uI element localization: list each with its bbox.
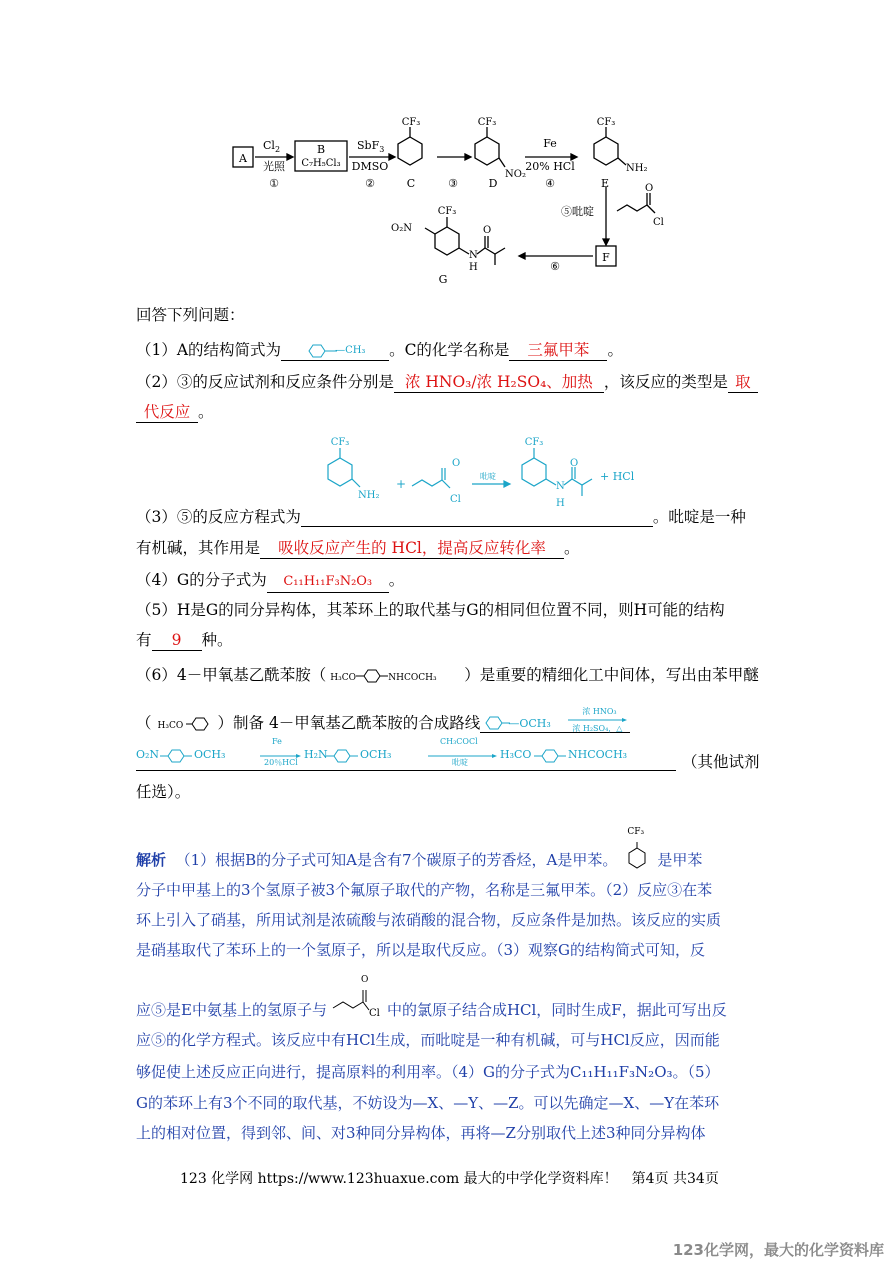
analysis-line-5: 应⑤是E中氨基上的氢原子与 O Cl 中的氯原子结合成HCl，同时生成F，据此可写出反 [136,975,727,1019]
q2-answer-a: 浓 HNO₃/浓 H₂SO₄、加热 [394,372,604,393]
question-2: （2）③的反应试剂和反应条件分别是 浓 HNO₃/浓 H₂SO₄、加热 ，该反应的类型是 取 [136,372,758,393]
d-cf3: CF₃ [477,117,497,128]
label-b: B [316,143,326,156]
q3-equation-blank [301,508,653,527]
route-nhcoch3: NHCOCH₃ [568,748,628,761]
question-3-cont: 有机碱，其作用是 吸收反应产生的 HCl，提高反应转化率 。 [136,539,580,557]
label-c: C [406,177,416,190]
formula-b: C₇H₅Cl₃ [301,158,341,169]
q3-answer: 吸收反应产生的 HCl，提高反应转化率 [260,538,564,559]
c-cf3: CF₃ [401,117,421,128]
q6-text-optional: 任选）。 [136,783,191,801]
step2-reagent: SbF$_3$ [357,139,385,154]
eq-h: H [556,498,565,509]
step1-reagent: $Cl_2$ [263,139,281,154]
q2-answer-b1: 取 [728,372,758,393]
question-intro: 回答下列问题： [136,306,245,324]
eq-nh2: NH₂ [358,490,380,501]
benzene-g [435,227,459,255]
q6-route-part2 [136,737,676,771]
g-cf3: CF₃ [437,206,457,217]
eq-o-product: O [570,458,579,469]
d-no2: NO₂ [505,169,526,180]
analysis-line-4: 是硝基取代了苯环上的一个氢原子，所以是取代反应。（3）观察G的结构简式可知，反 [136,941,706,959]
analysis-line-3: 环上引入了硝基，所用试剂是浓硫酸与浓硝酸的混合物，反应条件是加热。该反应的实质 [136,911,722,929]
step3-number: ③ [448,177,458,190]
question-3: （3）⑤的反应方程式为 。吡啶是一种 [136,508,746,526]
q6-structure-1: H₃CO NHCOCH₃ [326,667,464,685]
step4-condition: 20% HCl [525,160,575,173]
q5-answer: 9 [152,630,202,651]
question-1: （1）A的结构简式为 —CH₃ 。C的化学名称是 三氟甲苯 。 [136,341,623,359]
route-h2n: H₂N [304,748,328,761]
analysis-line-6: 应⑤的化学方程式。该反应中有HCl生成，而吡啶是一种有机碱，可与HCl反应，因而能 [136,1031,720,1049]
g-o: O [483,225,492,236]
eq-o-reactant: O [452,458,461,469]
q1-answer: 三氟甲苯 [509,340,607,361]
step2-number: ② [365,177,375,190]
route-hcl: 20％HCl [264,758,298,767]
label-a: A [239,152,247,165]
benzene-d [475,137,499,165]
g-h: H [469,262,478,273]
route-och3-c: OCH₃ [360,748,392,761]
q2-answer-b2: 代反应 [136,402,198,423]
question-5: （5）H是G的同分异构体，其苯环上的取代基与G的相同但位置不同，则H可能的结构 [136,601,725,619]
label-f: F [602,251,610,264]
e-nh2: NH₂ [626,163,648,174]
step4-reagent: Fe [543,137,557,150]
q6-structure-2: H₃CO [152,715,218,733]
q6-route-part1: —OCH₃ 浓 HNO₃ 浓 H₂SO₄，△ [480,706,630,733]
route-fe: Fe [272,737,282,746]
eq-condition: 吡啶 [480,472,496,481]
eq-cl: Cl [450,494,461,505]
eq-hcl: + HCl [600,470,635,483]
analysis-acyl-structure: O Cl [327,1000,387,1020]
label-g: G [438,273,448,286]
analysis-line-2: 分子中甲基上的3个氢原子被3个氟原子取代的产物，名称是三氟甲苯。（2）反应③在苯 [136,881,713,899]
q1-structure-blank: —CH₃ [281,342,389,361]
analysis-line-1: 解析 （1）根据B的分子式可知A是含有7个碳原子的芳香烃，A是甲苯。 CF₃ 是甲苯 [136,827,703,869]
acyl-cl: Cl [653,217,664,228]
benzene-e [594,137,618,165]
route-pyridine: 吡啶 [452,758,468,767]
question-6: （6）4－甲氧基乙酰苯胺（ H₃CO NHCOCH₃ ）是重要的精细化工中间体，写出由苯甲醚 [136,666,759,684]
step4-number: ④ [545,177,555,190]
route-h3co: H₃CO [500,748,532,761]
label-e: E [600,177,610,190]
brand-watermark: 123化学网，最大的化学资料库 [672,1241,884,1259]
q6-text-other: （其他试剂 [682,753,760,771]
benzene-c [398,137,422,165]
eq-n: N [556,481,565,492]
question-2-cont: 代反应 。 [136,402,214,423]
e-cf3: CF₃ [596,117,616,128]
synthesis-scheme [225,115,695,295]
eq-plus: + [396,477,407,491]
label-d: D [488,177,498,190]
page-footer: 123 化学网 https://www.123huaxue.com 最大的中学化学资料库！ 第4页 共34页 [180,1171,719,1187]
question-6-cont: （ H₃CO ）制备 4－甲氧基乙酰苯胺的合成路线 —OCH₃ 浓 HNO₃ 浓 H₂SO₄，△ [136,706,630,733]
g-o2n: O₂N [391,223,412,234]
step1-condition: 光照 [263,160,285,173]
analysis-heading: 解析 [136,851,167,869]
step1-number: ① [269,177,279,190]
eq-cf3-reactant: CF₃ [330,437,350,448]
eq-cf3-product: CF₃ [524,437,544,448]
step2-condition: DMSO [351,160,389,173]
question-4: （4）G的分子式为 C₁₁H₁₁F₃N₂O₃ 。 [136,570,404,593]
step5-condition: ⑤吡啶 [561,205,594,218]
q4-answer: C₁₁H₁₁F₃N₂O₃ [267,572,389,593]
analysis-line-9: 上的相对位置，得到邻、间、对3种同分异构体，再将—Z分别取代上述3种同分异构体 [136,1124,706,1142]
route-ch3cocl: CH₃COCl [440,737,478,746]
route-och3-b: OCH₃ [194,748,226,761]
acyl-o: O [645,183,654,194]
route-o2n: O₂N [136,748,160,761]
question-5-cont: 有 9 种。 [136,631,233,649]
analysis-cf3-structure: CF₃ [617,850,657,870]
analysis-line-7: 够促使上述反应正向进行，提高原料的利用率。（4）G的分子式为C₁₁H₁₁F₃N₂O₃。（5） [136,1063,720,1081]
g-n: N [469,250,478,261]
step6-number: ⑥ [550,260,560,273]
analysis-line-8: G的苯环上有3个不同的取代基，不妨设为—X、—Y、—Z。可以先确定—X、—Y在苯环 [136,1094,720,1112]
